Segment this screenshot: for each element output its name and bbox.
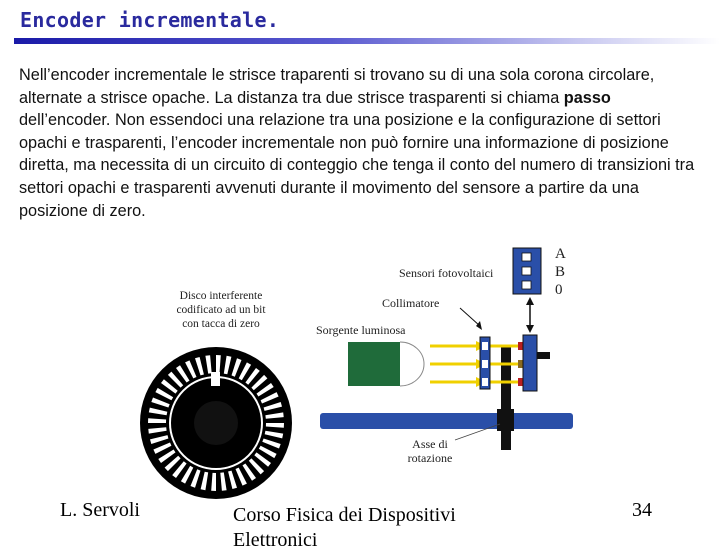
channel-b: B [555,264,566,280]
zero-notch [211,372,220,386]
paragraph-text-1: Nell’encoder incrementale le strisce traparenti si trovano su di una sola corona circolare, alternate a strisce opache. La distanza tra due strisce trasparenti si chiama [19,66,655,107]
disk-label-line-2: codificato ad un bit [176,304,266,316]
rotation-axis [501,345,511,450]
footer-author: L. Servoli [60,499,140,521]
sensor-plate [523,335,537,391]
paragraph-bold-term: passo [563,88,611,107]
collimator-pointer [460,308,480,326]
shaft-bar [320,413,573,429]
footer-page-number: 34 [632,499,652,521]
footer-course: Corso Fisica dei Dispositivi Elettronici [233,504,456,551]
source-lens [400,342,424,386]
channel-zero: 0 [555,282,563,298]
encoder-disk [140,347,292,499]
sensors-label: Sensori fotovoltaici [399,266,494,280]
channel-a: A [555,246,566,262]
collimator-label: Collimatore [382,296,440,310]
disk-label-line-1: Disco interferente [179,290,263,302]
slide-title: Encoder incrementale. [20,8,280,32]
axis-label-line-1: Asse di [412,437,448,451]
light-source [348,342,400,386]
source-label: Sorgente luminosa [316,323,406,337]
axis-hub [497,409,514,431]
paragraph-text-2: dell’encoder. Non essendoci una relazione tra una posizione e la configurazione di settori opachi e trasparenti, l’encoder incrementale non può fornire una informazione di posizione diretta, ma necessita di un circuito di conteggio che tenga il conto del numero di transizioni tra settori opachi e trasparenti avvenuti durante il movimento del sensore a partire da una posizione di zero. [19,111,695,220]
disk-hub [194,401,238,445]
disk-label-line-3: con tacca di zero [182,318,260,330]
axis-label-line-2: rotazione [407,451,453,465]
